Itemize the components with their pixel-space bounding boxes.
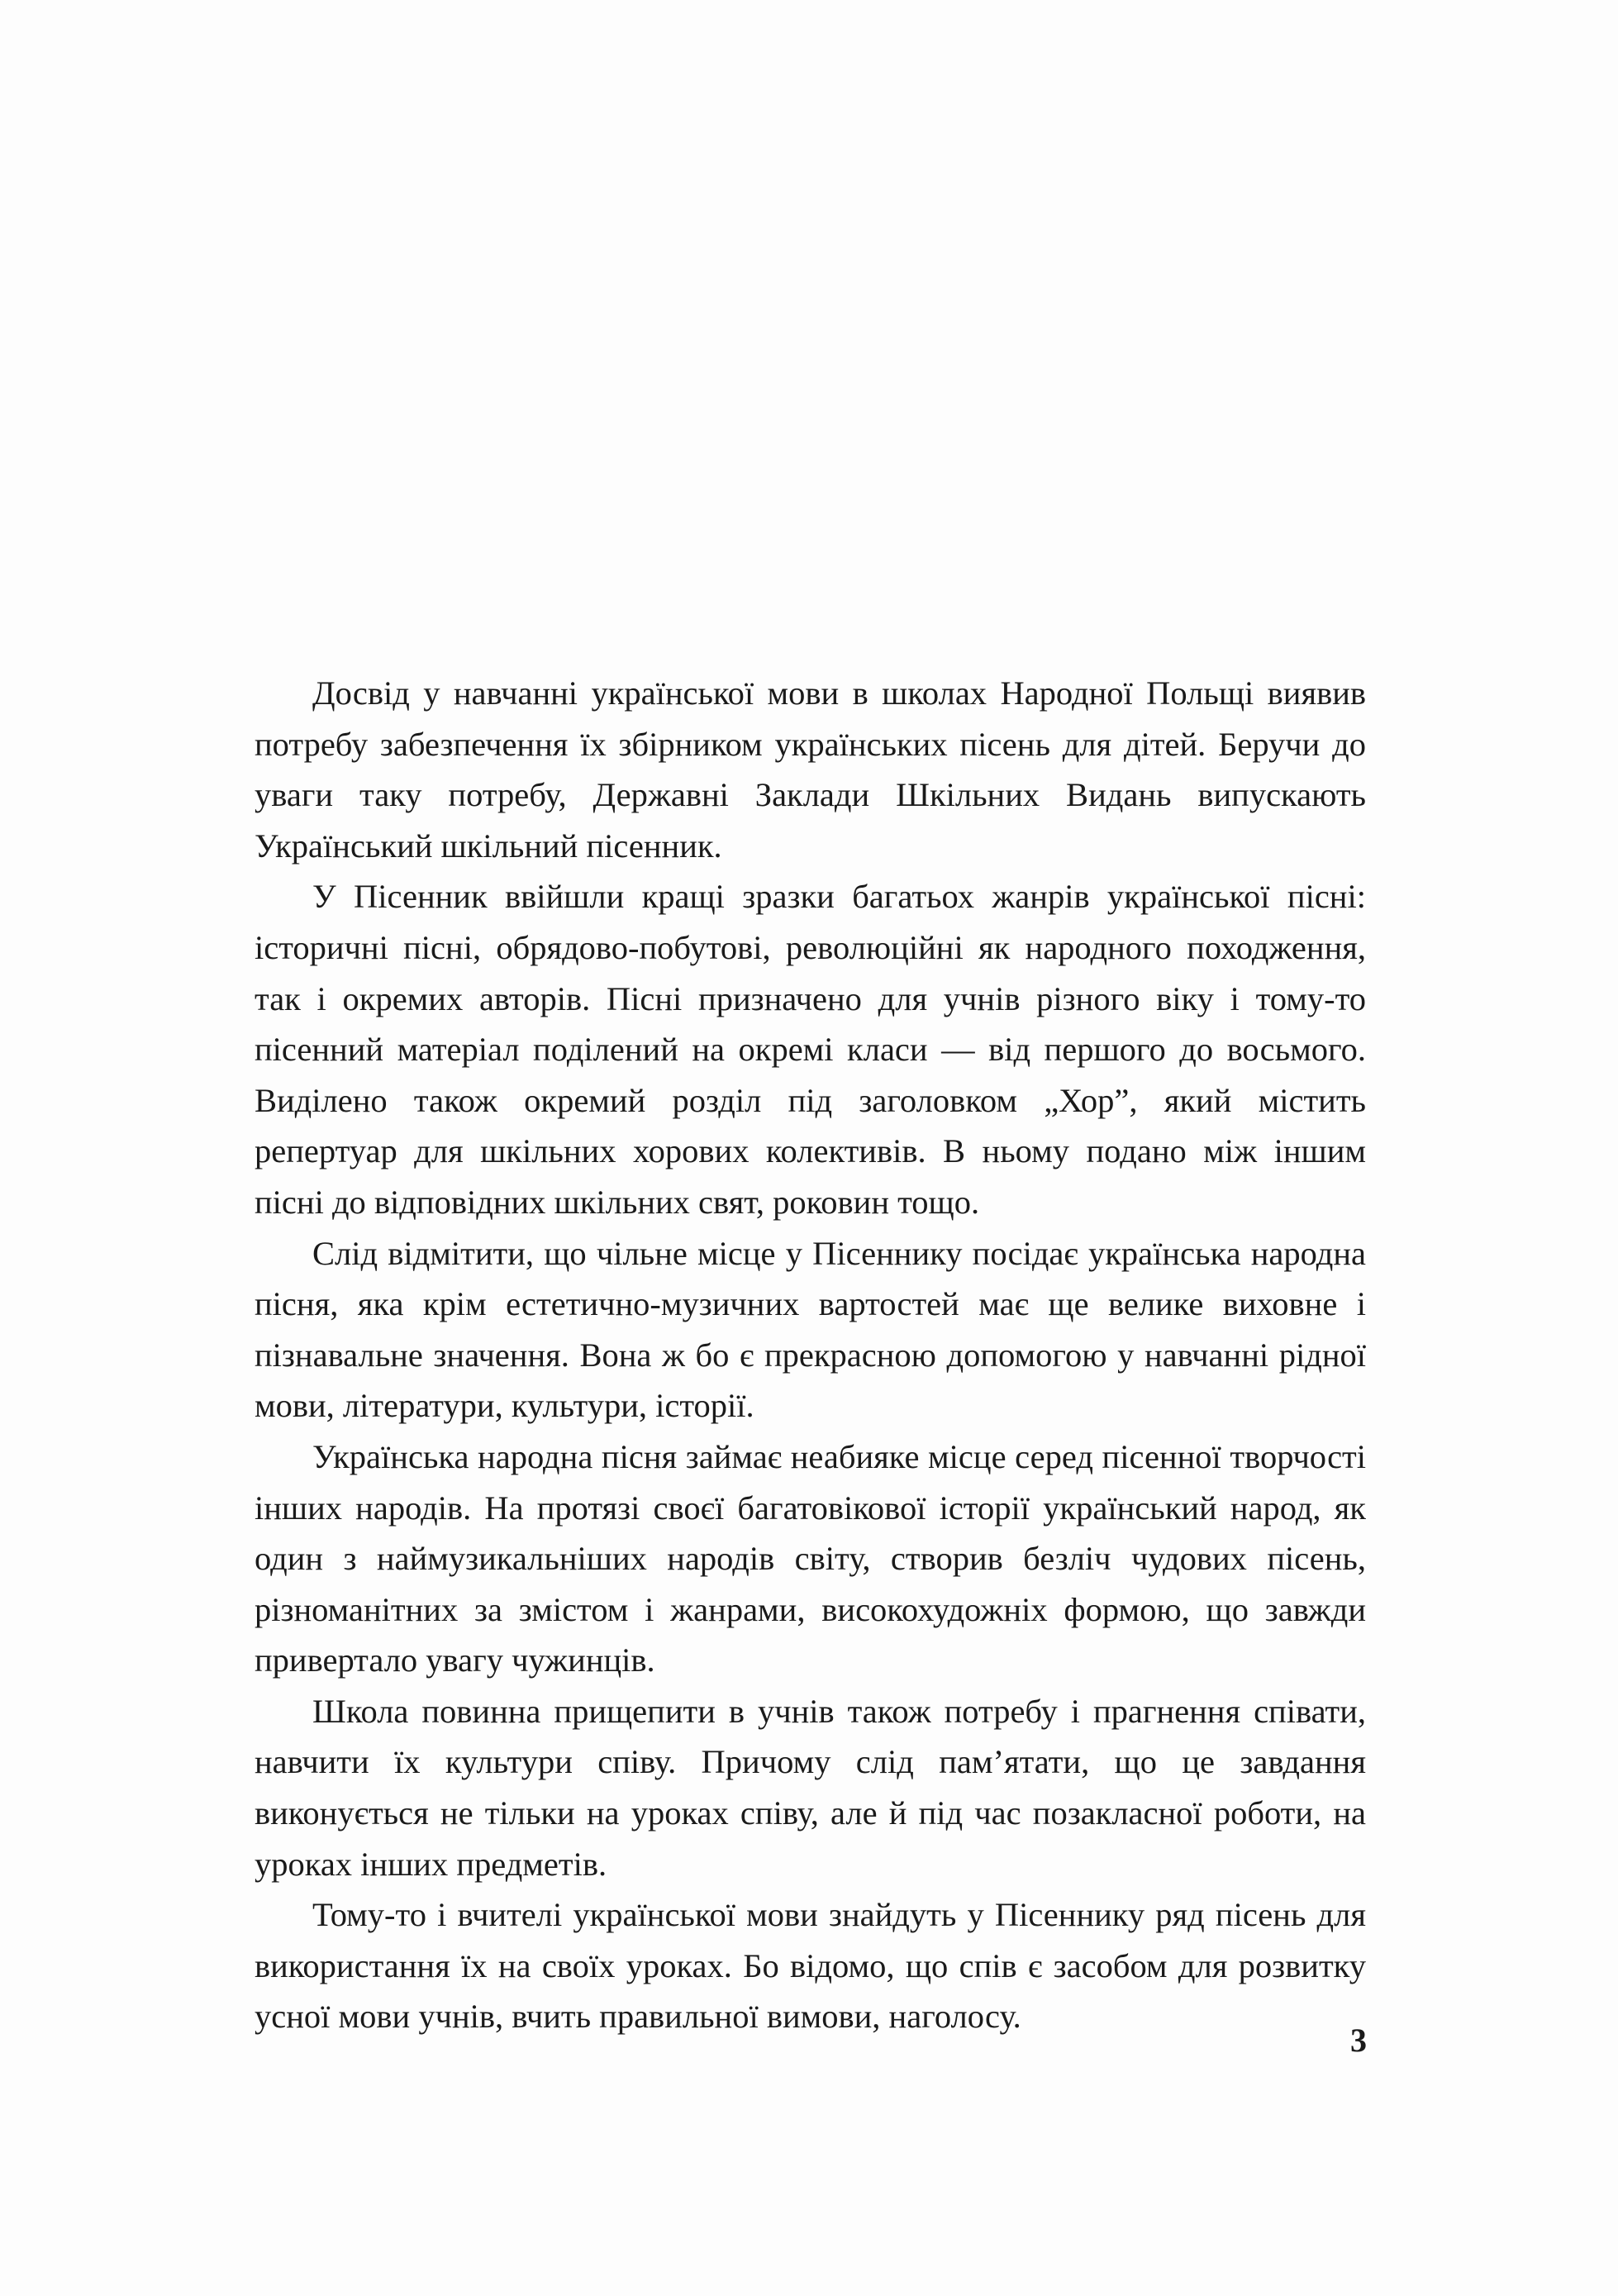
- paragraph-3: Слід відмітити, що чільне місце у Пісеннику посідає українська народна пісня, яка крім естетично-музичних вартостей має ще велике виховне і пізнавальне значення. Вона ж бо є прекрасною допомогою у навчанні рідної мови, літератури, культури, історії.: [255, 1234, 1366, 1425]
- page-number: 3: [1350, 2022, 1367, 2059]
- body-text: [255, 668, 1366, 2042]
- paragraph-2: У Пісенник ввійшли кращі зразки багатьох жанрів української пісні: історичні пісні, обрядово-побутові, революційні як народного походження, так і окремих авторів. Пісні призначено для учнів різного віку і тому-то пісенний матеріал поділений на окремі класи — від першого до восьмого. Виділено також окремий розділ під заголовком „Хор”, який містить репертуар для шкільних хорових колективів. В ньому подано між іншим пісні до відповідних шкільних свят, роковин тощо.: [255, 878, 1366, 1221]
- paragraph-5: Школа повинна прищепити в учнів також потребу і прагнення співати, навчити їх культури співу. Причому слід пам’ятати, що це завдання виконується не тільки на уроках співу, але й під час позакласної роботи, на уроках інших предметів.: [255, 1692, 1366, 1883]
- paragraph-4: Українська народна пісня займає неабияке місце серед пісенної творчості інших народів. На протязі своєї багатовікової історії український народ, як один з наймузикальніших народів світу, створив безліч чудових пісень, різноманітних за змістом і жанрами, високохудожніх формою, що завжди привертало увагу чужинців.: [255, 1437, 1366, 1679]
- paragraph-6: Тому-то і вчителі української мови знайдуть у Пісеннику ряд пісень для використання їх на своїх уроках. Бо відомо, що спів є засобом для розвитку усної мови учнів, вчить правильної вимови, наголосу.: [255, 1896, 1366, 2036]
- paragraph-1: Досвід у навчанні української мови в школах Народної Польщі виявив потребу забезпечення їх збірником українських пісень для дітей. Беручи до уваги таку потребу, Державні Заклади Шкільних Видань випускають Український шкільний пісенник.: [255, 674, 1366, 865]
